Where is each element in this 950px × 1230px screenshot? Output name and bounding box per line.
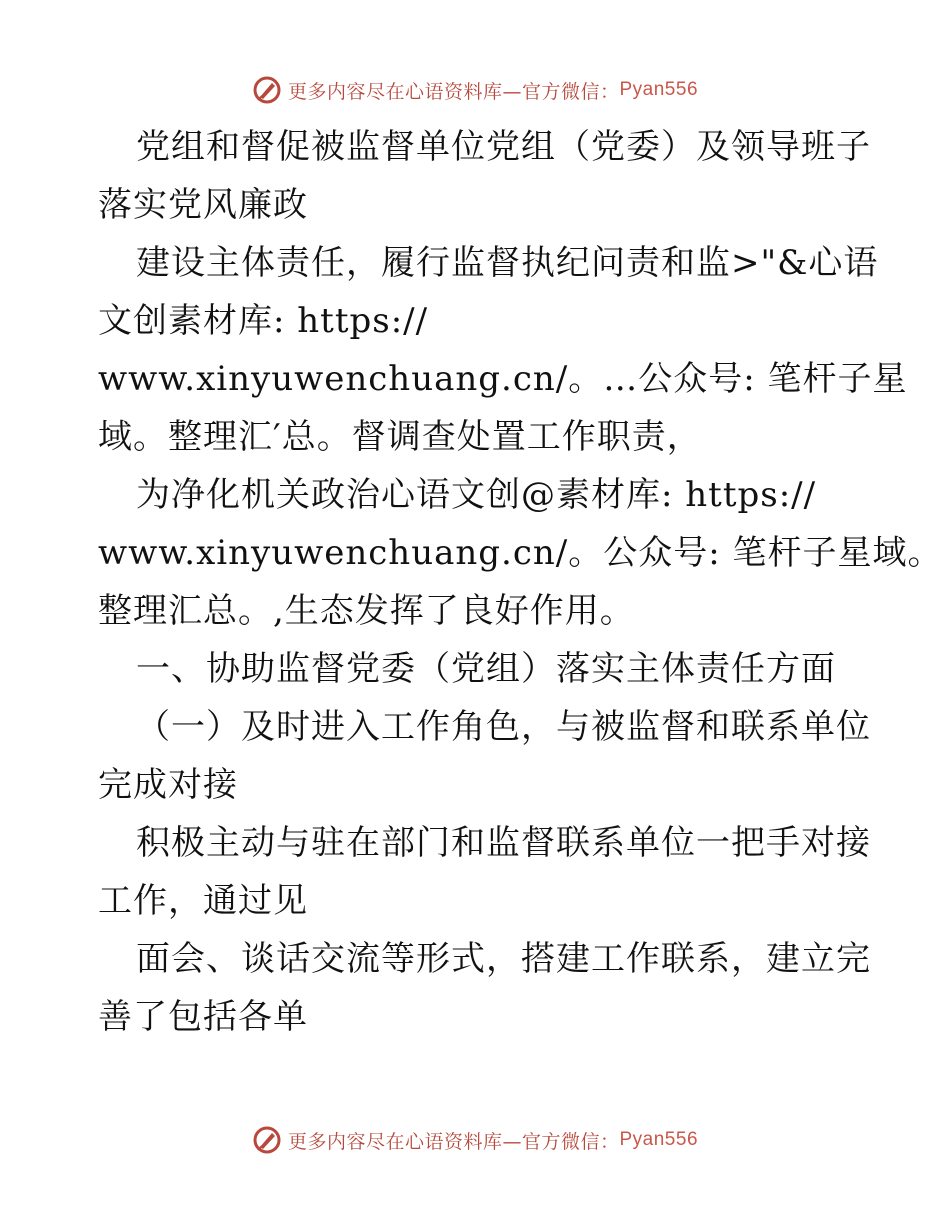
quill-logo-icon (252, 75, 282, 105)
text-line: 建设主体责任，履行监督执纪问责和监>"&心语 (136, 243, 879, 283)
quill-logo-icon (252, 1125, 282, 1155)
text-line: www.xinyuwenchuang.cn/。…公众号: 笔杆子星 (98, 359, 908, 399)
watermark-header (0, 70, 950, 110)
text-line: 面会、谈话交流等形式，搭建工作联系，建立完 (136, 939, 871, 979)
watermark-text: 更多内容尽在心语资料库—官方微信： (287, 1130, 620, 1153)
text-line: www.xinyuwenchuang.cn/。公众号: 笔杆子星域。 (98, 533, 943, 573)
watermark-wechat-id: Pyan556 (619, 79, 699, 100)
text-line: 完成对接 (98, 765, 238, 805)
text-line: 文创素材库: https:// (98, 301, 429, 341)
text-line: 域。整理汇′总。督调查处置工作职责， (98, 417, 702, 457)
watermark-wechat-id: Pyan556 (619, 1129, 699, 1150)
text-line: 落实党风廉政 (98, 185, 308, 225)
text-line: 积极主动与驻在部门和监督联系单位一把手对接 (136, 823, 871, 863)
text-line: 整理汇总。,生态发挥了良好作用。 (98, 591, 635, 631)
watermark-text: 更多内容尽在心语资料库—官方微信： (287, 80, 620, 103)
watermark-footer (0, 1120, 950, 1160)
text-line: 工作，通过见 (98, 881, 308, 921)
text-line: 党组和督促被监督单位党组（党委）及领导班子 (136, 127, 871, 167)
text-line: 为净化机关政治心语文创@素材库: https:// (136, 475, 817, 515)
document-body (98, 118, 943, 1046)
text-line: 一、协助监督党委（党组）落实主体责任方面 (136, 649, 836, 689)
text-line: （一）及时进入工作角色，与被监督和联系单位 (136, 707, 871, 747)
text-line: 善了包括各单 (98, 997, 308, 1037)
